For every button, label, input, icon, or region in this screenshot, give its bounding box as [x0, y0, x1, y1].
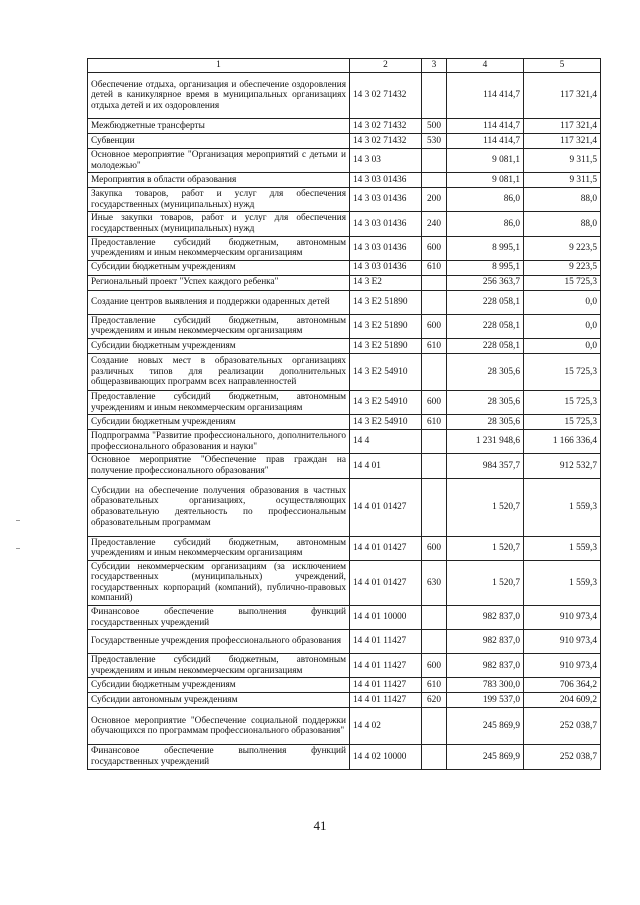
- row-code-cell: 14 3 03 01436: [350, 212, 422, 236]
- row-value-2-cell: 117 321,4: [524, 119, 601, 134]
- row-value-2-cell: 117 321,4: [524, 73, 601, 119]
- table-row: [88, 654, 601, 678]
- row-code-cell: 14 4 02: [350, 708, 422, 745]
- row-vr-cell: 610: [422, 338, 447, 353]
- row-code-cell: 14 3 E2 54910: [350, 415, 422, 430]
- row-vr-cell: [422, 745, 447, 769]
- row-vr-cell: [422, 708, 447, 745]
- row-name-cell: Субвенции: [88, 134, 350, 149]
- row-code-cell: 14 3 E2 54910: [350, 353, 422, 390]
- row-value-2-cell: 15 725,3: [524, 415, 601, 430]
- table-row: [88, 73, 601, 119]
- row-value-2-cell: 910 973,4: [524, 630, 601, 654]
- row-code-cell: 14 4 01 11427: [350, 630, 422, 654]
- row-name-cell: Предоставление субсидий бюджетным, автономным учреждениям и иным некоммерческим организациям: [88, 314, 350, 338]
- row-value-1-cell: 982 837,0: [447, 654, 524, 678]
- row-code-cell: 14 4 01 11427: [350, 678, 422, 693]
- row-name-cell: Основное мероприятие "Обеспечение прав граждан на получение профессионального образования": [88, 454, 350, 478]
- row-code-cell: 14 3 E2 51890: [350, 290, 422, 314]
- row-value-2-cell: 252 038,7: [524, 708, 601, 745]
- row-name-cell: Предоставление субсидий бюджетным, автономным учреждениям и иным некоммерческим организациям: [88, 236, 350, 260]
- scan-mark: [16, 548, 20, 549]
- row-value-2-cell: 1 166 336,4: [524, 430, 601, 454]
- row-code-cell: 14 3 E2 51890: [350, 314, 422, 338]
- row-value-1-cell: 86,0: [447, 188, 524, 212]
- table-row: [88, 338, 601, 353]
- row-vr-cell: 600: [422, 536, 447, 560]
- table-row: [88, 314, 601, 338]
- row-value-2-cell: 9 223,5: [524, 260, 601, 275]
- row-vr-cell: 610: [422, 260, 447, 275]
- table-row: [88, 536, 601, 560]
- row-value-1-cell: 28 305,6: [447, 390, 524, 414]
- row-value-1-cell: 982 837,0: [447, 606, 524, 630]
- row-code-cell: 14 4 01 11427: [350, 654, 422, 678]
- table-row: [88, 275, 601, 290]
- row-value-2-cell: 0,0: [524, 338, 601, 353]
- row-value-1-cell: 8 995,1: [447, 260, 524, 275]
- row-name-cell: Мероприятия в области образования: [88, 173, 350, 188]
- row-vr-cell: [422, 630, 447, 654]
- row-value-1-cell: 783 300,0: [447, 678, 524, 693]
- row-value-2-cell: 88,0: [524, 188, 601, 212]
- row-code-cell: 14 3 03 01436: [350, 236, 422, 260]
- row-code-cell: 14 3 03: [350, 149, 422, 173]
- table-row: [88, 708, 601, 745]
- row-vr-cell: 630: [422, 560, 447, 605]
- row-value-1-cell: 9 081,1: [447, 149, 524, 173]
- row-value-1-cell: 114 414,7: [447, 73, 524, 119]
- row-code-cell: 14 4 02 10000: [350, 745, 422, 769]
- table-row: [88, 149, 601, 173]
- row-name-cell: Субсидии бюджетным учреждениям: [88, 338, 350, 353]
- row-value-2-cell: 1 559,3: [524, 536, 601, 560]
- column-header-code: 2: [350, 59, 422, 73]
- row-value-1-cell: 1 520,7: [447, 560, 524, 605]
- row-name-cell: Субсидии на обеспечение получения образования в частных образовательных организациях, осуществляющих образовательную деятельность по профессиональным образовательным программам: [88, 478, 350, 536]
- row-value-1-cell: 114 414,7: [447, 134, 524, 149]
- row-name-cell: Финансовое обеспечение выполнения функций государственных учреждений: [88, 606, 350, 630]
- row-name-cell: Межбюджетные трансферты: [88, 119, 350, 134]
- row-value-2-cell: 15 725,3: [524, 275, 601, 290]
- budget-page: [87, 58, 600, 770]
- row-name-cell: Субсидии бюджетным учреждениям: [88, 678, 350, 693]
- table-row: [88, 478, 601, 536]
- row-vr-cell: [422, 290, 447, 314]
- row-value-2-cell: 88,0: [524, 212, 601, 236]
- column-header-vr: 3: [422, 59, 447, 73]
- row-code-cell: 14 3 02 71432: [350, 73, 422, 119]
- row-code-cell: 14 4 01: [350, 454, 422, 478]
- row-code-cell: 14 3 E2 54910: [350, 390, 422, 414]
- row-code-cell: 14 4: [350, 430, 422, 454]
- row-name-cell: Финансовое обеспечение выполнения функций государственных учреждений: [88, 745, 350, 769]
- row-value-2-cell: 9 311,5: [524, 173, 601, 188]
- row-value-2-cell: 0,0: [524, 314, 601, 338]
- row-code-cell: 14 3 03 01436: [350, 173, 422, 188]
- row-value-1-cell: 1 520,7: [447, 536, 524, 560]
- row-name-cell: Создание центров выявления и поддержки одаренных детей: [88, 290, 350, 314]
- row-vr-cell: [422, 149, 447, 173]
- row-name-cell: Субсидии некоммерческим организациям (за исключением государственных (муниципальных) учреждений, государственных корпораций (компаний), публично-правовых компаний): [88, 560, 350, 605]
- row-vr-cell: [422, 430, 447, 454]
- row-vr-cell: 620: [422, 693, 447, 708]
- table-row: [88, 560, 601, 605]
- table-row: [88, 188, 601, 212]
- row-vr-cell: [422, 73, 447, 119]
- row-value-2-cell: 9 223,5: [524, 236, 601, 260]
- row-code-cell: 14 3 02 71432: [350, 134, 422, 149]
- row-code-cell: 14 3 03 01436: [350, 188, 422, 212]
- row-vr-cell: 610: [422, 415, 447, 430]
- row-vr-cell: 600: [422, 236, 447, 260]
- row-value-1-cell: 199 537,0: [447, 693, 524, 708]
- row-vr-cell: 240: [422, 212, 447, 236]
- row-value-1-cell: 228 058,1: [447, 338, 524, 353]
- row-value-2-cell: 117 321,4: [524, 134, 601, 149]
- row-value-2-cell: 706 364,2: [524, 678, 601, 693]
- row-value-1-cell: 28 305,6: [447, 415, 524, 430]
- table-row: [88, 390, 601, 414]
- row-value-2-cell: 1 559,3: [524, 560, 601, 605]
- row-value-2-cell: 252 038,7: [524, 745, 601, 769]
- row-name-cell: Предоставление субсидий бюджетным, автономным учреждениям и иным некоммерческим организациям: [88, 536, 350, 560]
- row-value-1-cell: 982 837,0: [447, 630, 524, 654]
- table-row: [88, 212, 601, 236]
- row-value-1-cell: 1 520,7: [447, 478, 524, 536]
- row-value-2-cell: 15 725,3: [524, 353, 601, 390]
- row-value-2-cell: 910 973,4: [524, 654, 601, 678]
- row-value-2-cell: 912 532,7: [524, 454, 601, 478]
- table-row: [88, 173, 601, 188]
- row-value-2-cell: 0,0: [524, 290, 601, 314]
- row-code-cell: 14 3 E2 51890: [350, 338, 422, 353]
- row-value-1-cell: 1 231 948,6: [447, 430, 524, 454]
- page-number: 41: [313, 818, 327, 833]
- table-body: [88, 73, 601, 770]
- column-header-value-2: 5: [524, 59, 601, 73]
- row-value-1-cell: 245 869,9: [447, 708, 524, 745]
- row-value-2-cell: 9 311,5: [524, 149, 601, 173]
- table-row: [88, 430, 601, 454]
- row-value-1-cell: 228 058,1: [447, 314, 524, 338]
- row-name-cell: Обеспечение отдыха, организация и обеспечение оздоровления детей в каникулярное время в муниципальных организациях отдыха детей и их оздоровления: [88, 73, 350, 119]
- table-row: [88, 693, 601, 708]
- table-row: [88, 119, 601, 134]
- row-vr-cell: 530: [422, 134, 447, 149]
- row-vr-cell: [422, 353, 447, 390]
- column-header-name: 1: [88, 59, 350, 73]
- column-header-value-1: 4: [447, 59, 524, 73]
- row-vr-cell: 500: [422, 119, 447, 134]
- row-value-1-cell: 8 995,1: [447, 236, 524, 260]
- row-vr-cell: 600: [422, 654, 447, 678]
- row-vr-cell: 600: [422, 314, 447, 338]
- table-header-row: [88, 59, 601, 73]
- table-row: [88, 236, 601, 260]
- row-value-1-cell: 984 357,7: [447, 454, 524, 478]
- row-name-cell: Субсидии автономным учреждениям: [88, 693, 350, 708]
- row-name-cell: Подпрограмма "Развитие профессионального, дополнительного профессионального образования и науки": [88, 430, 350, 454]
- table-row: [88, 745, 601, 769]
- table-row: [88, 353, 601, 390]
- table-row: [88, 678, 601, 693]
- row-code-cell: 14 3 02 71432: [350, 119, 422, 134]
- row-vr-cell: [422, 454, 447, 478]
- table-row: [88, 134, 601, 149]
- row-code-cell: 14 3 E2: [350, 275, 422, 290]
- row-name-cell: Субсидии бюджетным учреждениям: [88, 415, 350, 430]
- row-name-cell: Предоставление субсидий бюджетным, автономным учреждениям и иным некоммерческим организациям: [88, 390, 350, 414]
- row-name-cell: Создание новых мест в образовательных организациях различных типов для реализации дополнительных общеразвивающих программ всех направленностей: [88, 353, 350, 390]
- row-vr-cell: [422, 478, 447, 536]
- scan-mark: [16, 520, 20, 521]
- table-row: [88, 415, 601, 430]
- row-name-cell: Государственные учреждения профессионального образования: [88, 630, 350, 654]
- row-code-cell: 14 4 01 10000: [350, 606, 422, 630]
- row-code-cell: 14 4 01 01427: [350, 560, 422, 605]
- row-value-2-cell: 15 725,3: [524, 390, 601, 414]
- row-code-cell: 14 4 01 01427: [350, 478, 422, 536]
- table-row: [88, 606, 601, 630]
- row-value-1-cell: 228 058,1: [447, 290, 524, 314]
- row-name-cell: Закупка товаров, работ и услуг для обеспечения государственных (муниципальных) нужд: [88, 188, 350, 212]
- table-row: [88, 454, 601, 478]
- row-name-cell: Иные закупки товаров, работ и услуг для обеспечения государственных (муниципальных) нужд: [88, 212, 350, 236]
- row-code-cell: 14 4 01 01427: [350, 536, 422, 560]
- row-value-1-cell: 9 081,1: [447, 173, 524, 188]
- row-value-1-cell: 28 305,6: [447, 353, 524, 390]
- row-code-cell: 14 3 03 01436: [350, 260, 422, 275]
- row-vr-cell: [422, 606, 447, 630]
- row-value-1-cell: 245 869,9: [447, 745, 524, 769]
- row-name-cell: Основное мероприятие "Обеспечение социальной поддержки обучающихся по программам профессионального образования": [88, 708, 350, 745]
- row-name-cell: Региональный проект "Успех каждого ребенка": [88, 275, 350, 290]
- row-value-1-cell: 256 363,7: [447, 275, 524, 290]
- row-value-1-cell: 114 414,7: [447, 119, 524, 134]
- budget-table: [87, 58, 601, 770]
- row-vr-cell: 610: [422, 678, 447, 693]
- table-row: [88, 260, 601, 275]
- row-name-cell: Субсидии бюджетным учреждениям: [88, 260, 350, 275]
- row-vr-cell: 200: [422, 188, 447, 212]
- row-vr-cell: [422, 275, 447, 290]
- row-name-cell: Основное мероприятие "Организация мероприятий с детьми и молодежью": [88, 149, 350, 173]
- row-value-2-cell: 204 609,2: [524, 693, 601, 708]
- table-row: [88, 290, 601, 314]
- table-row: [88, 630, 601, 654]
- row-name-cell: Предоставление субсидий бюджетным, автономным учреждениям и иным некоммерческим организациям: [88, 654, 350, 678]
- row-vr-cell: 600: [422, 390, 447, 414]
- row-value-1-cell: 86,0: [447, 212, 524, 236]
- row-vr-cell: [422, 173, 447, 188]
- row-code-cell: 14 4 01 11427: [350, 693, 422, 708]
- row-value-2-cell: 910 973,4: [524, 606, 601, 630]
- row-value-2-cell: 1 559,3: [524, 478, 601, 536]
